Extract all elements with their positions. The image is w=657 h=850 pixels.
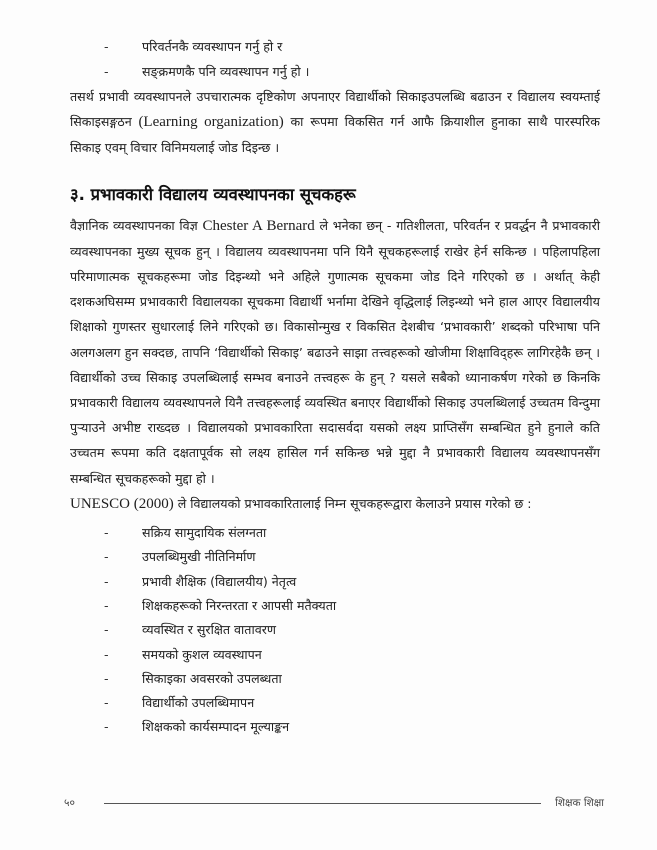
unesco-paragraph xyxy=(70,491,600,517)
list-item xyxy=(70,594,600,618)
intro-text-2: का रूपमा विकसित गर्न आफै क्रियाशील हुनाका साथै पारस्परिक सिकाइ एवम् विचार विनिमयलाई जोड दिइन्छ । xyxy=(70,114,600,156)
list-item xyxy=(70,545,600,569)
bullet-dash: - xyxy=(104,525,109,541)
bullet-dash: - xyxy=(104,39,109,54)
section-heading: ३. प्रभावकारी विद्यालय व्यवस्थापनका सूचकहरू xyxy=(70,184,356,204)
continuation-bullet-list xyxy=(70,34,600,84)
list-item-text: शिक्षकको कार्यसम्पादन मूल्याङ्कन xyxy=(142,719,290,735)
unesco-text: ले विद्यालयको प्रभावकारितालाई निम्न सूचकहरूद्वारा केलाउने प्रयास गरेको छ : xyxy=(173,495,532,511)
main-text-2: ले भनेका छन् - गतिशीलता, परिवर्तन र प्रवर्द्धन नै प्रभावकारी व्यवस्थापनका मुख्य सूचक हुन् । विद्यालय व्यवस्थापनमा पनि यिनै सूचकहरूलाई राखेर हेर्न सकिन्छ । पहिलापहिला परिमाणात्मक सूचकहरूमा जोड दिइन्थ्यो भने अहिले गुणात्मक सूचकमा जोड दिने गरिएको छ । अर्थात् केही दशकअघिसम्म प्रभावकारी विद्यालयका सूचकमा विद्यार्थी भर्नामा देखिने वृद्धिलाई लिइन्थ्यो भने हाल आएर विद्यालयीय शिक्षाको गुणस्तर सुधारलाई लिने गरिएको छ। विकासोन्मुख र विकसित देशबीच ‘प्रभावकारी’ शब्दको परिभाषा पनि अलगअलग हुन सक्दछ, तापनि ‘विद्यार्थीको सिकाइ’ बढाउने साझा तत्त्वहरूको खोजीमा शिक्षाविद्हरू लागिरहेकै छन् । विद्यार्थीको उच्च सिकाइ उपलब्धिलाई सम्भव बनाउने तत्त्वहरू के हुन् ? यसले सबैको ध्यानाकर्षण गरेको छ किनकि प्रभावकारी विद्यालय व्यवस्थापनले यिनै तत्त्वहरूलाई व्यवस्थित बनाएर विद्यार्थीको सिकाइ उपलब्धिलाई उच्चतम विन्दुमा पुऱ्याउने अभीष्ट राख्दछ । विद्यालयको प्रभावकारिता सदासर्वदा यसको लक्ष्य प्राप्तिसँग सम्बन्धित हुने हुनाले कति उच्चतम रूपमा कति दक्षतापूर्वक सो लक्ष्य हासिल गर्न सकिन्छ भन्ने मुद्दा नै प्रभावकारी विद्यालय व्यवस्थापनसँग सम्बन्धित सूचकहरूको मुद्दा हो । xyxy=(70,217,600,486)
list-item-text: परिवर्तनकै व्यवस्थापन गर्नु हो र xyxy=(142,39,283,54)
footer-divider xyxy=(104,803,541,804)
list-item-text: उपलब्धिमुखी नीतिनिर्माण xyxy=(142,549,256,565)
main-paragraph xyxy=(70,213,600,491)
list-item-text: सिकाइका अवसरको उपलब्धता xyxy=(142,670,282,686)
list-item xyxy=(70,715,600,739)
list-item xyxy=(70,618,600,642)
list-item-text: सक्रिय सामुदायिक संलग्नता xyxy=(142,525,267,541)
intro-latin-term: (Learning organization) xyxy=(138,114,284,131)
bullet-dash: - xyxy=(104,646,109,662)
list-item-text: शिक्षकहरूको निरन्तरता र आपसी मतैक्यता xyxy=(142,597,337,613)
list-item xyxy=(70,34,600,59)
bullet-dash: - xyxy=(104,695,109,711)
list-item xyxy=(70,667,600,691)
running-footer-title: शिक्षक शिक्षा xyxy=(555,797,604,809)
intro-text-1: तसर्थ प्रभावी व्यवस्थापनले उपचारात्मक दृष्टिकोण अपनाएर विद्यार्थीको सिकाइउपलब्धि बढाउन र विद्यालय स्वयम्ताई सिकाइसङ्गठन xyxy=(70,89,600,130)
author-name: Chester A Bernard xyxy=(202,217,315,234)
bullet-dash: - xyxy=(104,64,109,79)
bullet-dash: - xyxy=(104,719,109,735)
list-item-text: समयको कुशल व्यवस्थापन xyxy=(142,646,262,662)
list-item-text: व्यवस्थित र सुरक्षित वातावरण xyxy=(142,622,277,638)
bullet-dash: - xyxy=(104,622,109,638)
bullet-dash: - xyxy=(104,549,109,565)
page-content xyxy=(70,34,600,740)
bullet-dash: - xyxy=(104,597,109,613)
list-item xyxy=(70,643,600,667)
bullet-dash: - xyxy=(104,573,109,589)
list-item-text: प्रभावी शैक्षिक (विद्यालयीय) नेतृत्व xyxy=(142,573,297,589)
indicator-bullet-list xyxy=(70,521,600,740)
main-text-1: वैज्ञानिक व्यवस्थापनका विज्ञ xyxy=(70,217,203,233)
bullet-dash: - xyxy=(104,670,109,686)
unesco-citation: UNESCO (2000) xyxy=(70,495,174,512)
list-item-text: सङ्क्रमणकै पनि व्यवस्थापन गर्नु हो । xyxy=(142,64,310,79)
page-number: ५० xyxy=(64,797,75,809)
page-footer xyxy=(64,793,604,813)
intro-paragraph xyxy=(70,84,600,161)
list-item xyxy=(70,570,600,594)
list-item-text: विद्यार्थीको उपलब्धिमापन xyxy=(142,695,255,711)
list-item xyxy=(70,59,600,84)
list-item xyxy=(70,691,600,715)
list-item xyxy=(70,521,600,545)
